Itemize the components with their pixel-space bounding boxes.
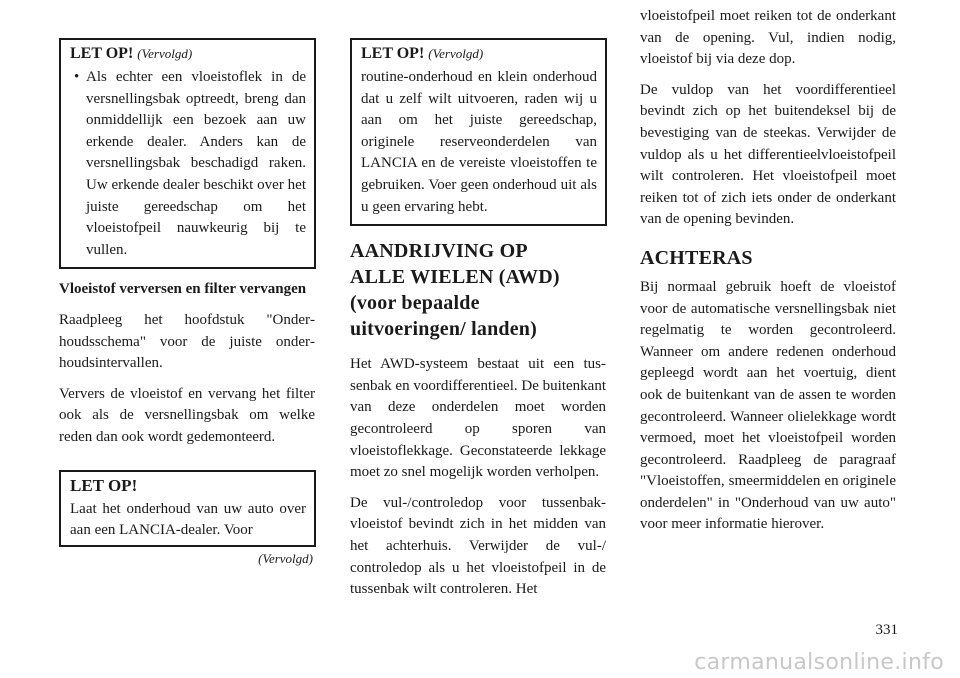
warning-box-continued <box>59 38 316 269</box>
column-left <box>59 0 315 567</box>
column-right <box>640 0 896 536</box>
section-subheading: Vloeistof verversen en filter vervangen <box>59 281 307 298</box>
continued-label: (Vervolgd) <box>428 46 484 61</box>
body-paragraph: De vul-/controledop voor tussenbakvloeistof bevindt zich in het midden van het achterhuis. Verwijder de vul-/ controledop als u het vloeistofpeil in de tussenbak wilt controleren. Het <box>350 494 606 598</box>
body-paragraph: Het AWD-systeem bestaat uit een tussenbak en voordifferentieel. De buitenkant van deze onderdelen moet worden gecontroleerd op sporen van vloeistoflekkage. Geconstateerde lekkage moet zo snel mogelijk worden verholpen. <box>350 356 606 481</box>
box-divider <box>59 545 316 547</box>
bullet-icon: • <box>74 69 80 85</box>
body-paragraph: Raadpleeg het hoofdstuk "Onderhoudsschema" voor de juiste onderhoudsintervallen. <box>59 311 315 372</box>
warning-title: LET OP! (Vervolgd) <box>361 45 484 62</box>
body-paragraph: Ververs de vloeistof en vervang het filter ook als de versnellingsbak om welke reden dan ook wordt gedemonteerd. <box>59 385 315 445</box>
page-number: 331 <box>875 622 898 638</box>
column-middle <box>350 0 606 601</box>
warning-box-continued <box>350 38 607 226</box>
watermark: carmanualsonline.info <box>694 650 944 675</box>
body-paragraph: vloeistofpeil moet reiken tot de onderkant van de opening. Vul, indien nodig, vloeistof bij via deze dop. <box>640 8 896 68</box>
warning-text: routine-onderhoud en klein onderhoud dat u zelf wilt uitvoeren, raden wij u aan om het juiste gereedschap, originele reserveonderdelen van LANCIA en de vereiste vloeistoffen te gebruiken. Voer geen onderhoud uit als u geen ervaring hebt. <box>361 69 597 215</box>
continued-note: (Vervolgd) <box>258 550 313 566</box>
warning-bullet: • Als echter een vloeistoflek in de versnellingsbak optreedt, breng dan onmiddellijk een bezoek aan uw erkende dealer. Anders kan de versnellingsbak beschadigd raken. Uw erkende dealer beschikt over het juiste gereedschap om het vloeistofpeil nauwkeurig bij te vullen. <box>74 69 306 258</box>
body-paragraph: De vuldop van het voordifferentieel bevindt zich op het buitendeksel bij de bevestiging van de steekas. Verwijder de vuldop als u het differentieelvloeistofpeil wilt controleren. Het vloeistofpeil moet reiken tot of zich iets onder de onderkant van de opening bevinden. <box>640 81 896 228</box>
warning-title: LET OP! <box>70 475 138 495</box>
section-heading-awd: AANDRIJVING OP ALLE WIELEN (AWD) (voor bepaalde uitvoeringen/ landen) <box>350 240 560 341</box>
warning-title: LET OP! (Vervolgd) <box>70 45 193 62</box>
section-heading-achteras: ACHTERAS <box>640 246 753 269</box>
body-paragraph: Bij normaal gebruik hoeft de vloeistof voor de automatische versnellingsbak niet regelmatig te worden gecontroleerd. Wanneer om andere redenen onderhoud gepleegd wordt aan het voertuig, dient ook de buitenkant van de assen te worden gecontroleerd. Wanneer olielekkage wordt vermoed, moet het vloeistofpeil worden gecontroleerd. Raadpleeg de paragraaf "Vloeistoffen, smeermiddelen en originele onderdelen" in "Onderhoud van uw auto" voor meer informatie hierover. <box>640 278 896 533</box>
warning-box <box>59 470 316 546</box>
warning-text: Laat het onderhoud van uw auto over aan een LANCIA-dealer. Voor <box>70 500 306 539</box>
continued-label: (Vervolgd) <box>137 46 193 61</box>
